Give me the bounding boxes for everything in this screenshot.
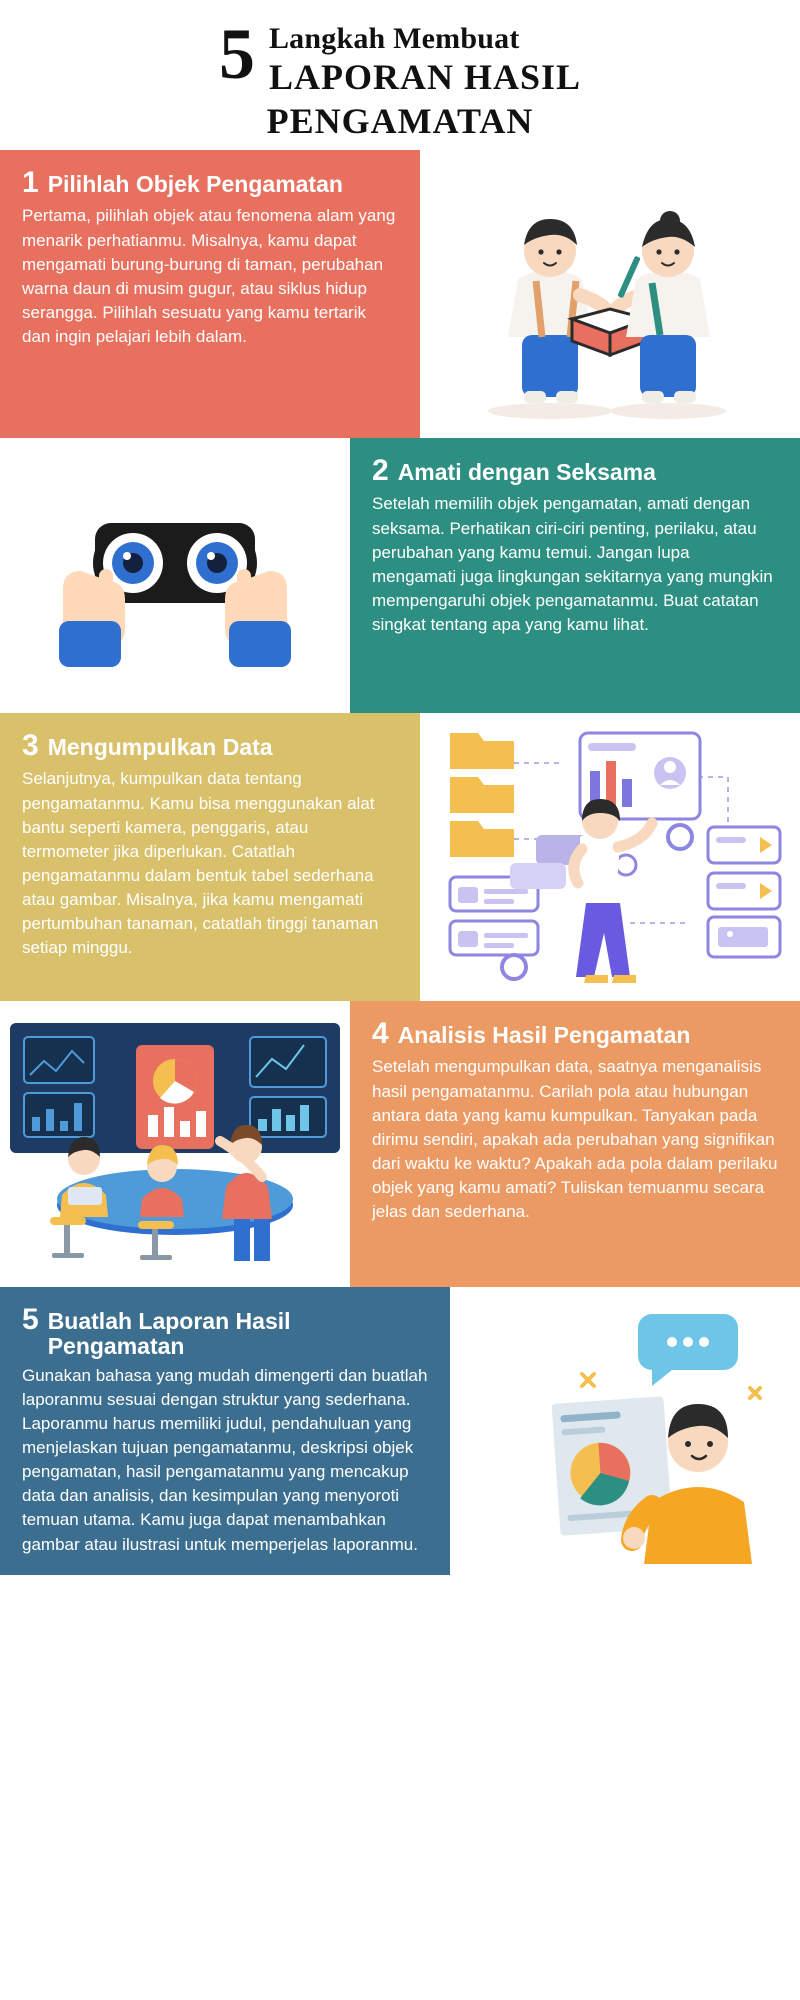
step-3-text: [0, 713, 420, 1001]
step-row-3: [0, 713, 800, 1001]
step-4-number: 4: [372, 1017, 389, 1051]
team-analyzing-charts-icon: [10, 1009, 340, 1279]
step-4-text: [350, 1001, 800, 1287]
step-5-text: [0, 1287, 450, 1574]
man-presenting-report-chart-icon: [460, 1296, 790, 1566]
step-3-illustration: [420, 713, 800, 1001]
step-2-number: 2: [372, 454, 389, 488]
step-3-body: Selanjutnya, kumpulkan data tentang pengamatanmu. Kamu bisa menggunakan alat bantu seperti kamera, penggaris, atau termometer jika diperlukan. Catatlah pengamatanmu dalam bentuk tabel sederhana atau gambar. Misalnya, jika kamu mengamati pertumbuhan tanaman, catatlah tinggi tanaman setiap minggu.: [22, 769, 379, 958]
step-2-body: Setelah memilih objek pengamatan, amati dengan seksama. Perhatikan ciri-ciri penting, perilaku, atau perubahan yang kamu temui. Jangan lupa mengamati juga lingkungan sekitarnya yang mungkin mempengaruhi objek pengamatanmu. Buat catatan singkat tentang apa yang kamu lihat.: [372, 494, 773, 635]
step-5-title-row: [22, 1305, 428, 1357]
step-3-title-row: [22, 731, 398, 761]
step-5-body: Gunakan bahasa yang mudah dimengerti dan buatlah laporanmu sesuai dengan struktur yang sederhana. Laporanmu harus memiliki judul, pendahuluan yang menjelaskan tujuan pengamatanmu, deskripsi objek pengamatan, hasil pengamatanmu yang mencakup data dan analisis, dan kesimpulan yang menyoroti temuan utama. Kamu juga dapat menambahkan gambar atau ilustrasi untuk memperjelas laporanmu.: [22, 1365, 428, 1554]
header-subtitle: Langkah Membuat: [268, 22, 520, 55]
step-1-heading: Pilihlah Objek Pengamatan: [47, 171, 343, 198]
step-4-body: Setelah mengumpulkan data, saatnya menganalisis hasil pengamatanmu. Carilah pola atau hubungan antara data yang kamu kumpulkan. Tanyakan pada dirimu sendiri, apakah ada perubahan yang signifikan dari waktu ke waktu? Apakah ada pola dalam perilaku objek yang kamu amati? Tuliskan temuanmu secara jelas dan sederhana.: [372, 1057, 778, 1222]
step-4-illustration: [0, 1001, 350, 1287]
step-2-text: [350, 438, 800, 713]
step-1-body: Pertama, pilihlah objek atau fenomena alam yang menarik perhatianmu. Misalnya, kamu dapat mengamati burung-burung di taman, perubahan warna daun di musim gugur, atau siklus hidup serangga. Pilihlah sesuatu yang kamu tertarik dan ingin pelajari lebih dalam.: [22, 206, 396, 347]
step-row-1: [0, 150, 800, 438]
step-2-title-row: [372, 456, 778, 486]
step-4-heading: Analisis Hasil Pengamatan: [397, 1022, 691, 1049]
two-students-reading-book-icon: [440, 159, 780, 429]
step-3-heading: Mengumpulkan Data: [47, 734, 273, 761]
header-title-stack: [269, 22, 581, 98]
step-3-number: 3: [22, 729, 39, 763]
step-1-number: 1: [22, 166, 39, 200]
step-4-title-row: [372, 1019, 778, 1049]
step-2-heading: Amati dengan Seksama: [397, 459, 656, 486]
hands-holding-binoculars-icon: [25, 461, 325, 691]
step-5-number: 5: [22, 1303, 39, 1337]
header-number: 5: [218, 14, 255, 94]
step-2-illustration: [0, 438, 350, 713]
step-row-5: [0, 1287, 800, 1574]
header-top-line: [40, 14, 760, 98]
header-title-line-1: LAPORAN HASIL: [268, 57, 582, 97]
step-1-illustration: [420, 150, 800, 438]
page-header: [0, 0, 800, 150]
step-1-text: [0, 150, 420, 438]
step-5-heading: Buatlah Laporan Hasil Pengamatan: [47, 1308, 291, 1359]
step-row-2: [0, 438, 800, 713]
step-row-4: [0, 1001, 800, 1287]
step-1-title-row: [22, 168, 398, 198]
header-title-line-2: PENGAMATAN: [266, 101, 534, 142]
woman-with-data-dashboard-icon: [430, 717, 790, 997]
step-5-illustration: [450, 1287, 800, 1574]
